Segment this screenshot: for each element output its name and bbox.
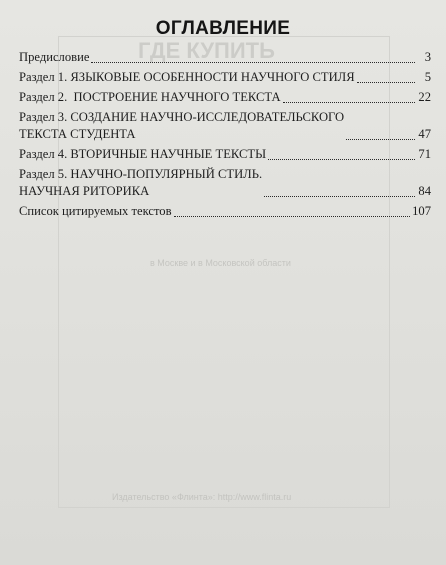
bleed-through-line: Издательство «Флинта»: http://www.flinta.ru xyxy=(112,492,292,502)
bleed-through-line: в Москве и в Московской области xyxy=(150,258,291,268)
toc-entry-title: Предисловие xyxy=(19,50,90,64)
table-of-contents xyxy=(19,49,431,223)
page-title: ОГЛАВЛЕНИЕ xyxy=(155,18,291,39)
dot-leader xyxy=(264,186,415,197)
toc-page-number: 71 xyxy=(418,147,431,161)
toc-entry-title: Раздел 3. СОЗДАНИЕ НАУЧНО-ИССЛЕДОВАТЕЛЬСКОГО ТЕКСТА СТУДЕНТА xyxy=(19,110,345,141)
toc-page-number: 84 xyxy=(418,184,431,198)
dot-leader xyxy=(283,92,415,103)
toc-page-number: 22 xyxy=(418,90,431,104)
toc-entry-title: Раздел 4. ВТОРИЧНЫЕ НАУЧНЫЕ ТЕКСТЫ xyxy=(19,147,267,161)
bleed-through-title: ГДЕ КУПИТЬ xyxy=(138,38,275,63)
toc-page-number: 3 xyxy=(424,50,431,64)
toc-entry-section-3 xyxy=(19,109,431,143)
dot-leader xyxy=(174,206,411,217)
dot-leader xyxy=(357,72,415,83)
toc-entry-section-4 xyxy=(19,146,431,163)
toc-entry-title: Раздел 1. ЯЗЫКОВЫЕ ОСОБЕННОСТИ НАУЧНОГО СТИЛЯ xyxy=(19,70,355,84)
toc-page-number: 47 xyxy=(418,127,431,141)
toc-entry-title: Раздел 5. НАУЧНО-ПОПУЛЯРНЫЙ СТИЛЬ. НАУЧНАЯ РИТОРИКА xyxy=(19,167,263,198)
toc-entry-section-2 xyxy=(19,89,431,106)
dot-leader xyxy=(346,129,415,140)
dot-leader xyxy=(91,52,415,63)
toc-entry-section-5 xyxy=(19,166,431,200)
toc-page-number: 107 xyxy=(412,204,431,218)
toc-entry-preface xyxy=(19,49,431,66)
toc-page-number: 5 xyxy=(424,70,431,84)
dot-leader xyxy=(268,149,415,160)
toc-entry-section-1 xyxy=(19,69,431,86)
toc-entry-title: Список цитируемых текстов xyxy=(19,204,172,218)
toc-entry-cited-texts xyxy=(19,203,431,220)
toc-entry-title: Раздел 2. ПОСТРОЕНИЕ НАУЧНОГО ТЕКСТА xyxy=(19,90,281,104)
